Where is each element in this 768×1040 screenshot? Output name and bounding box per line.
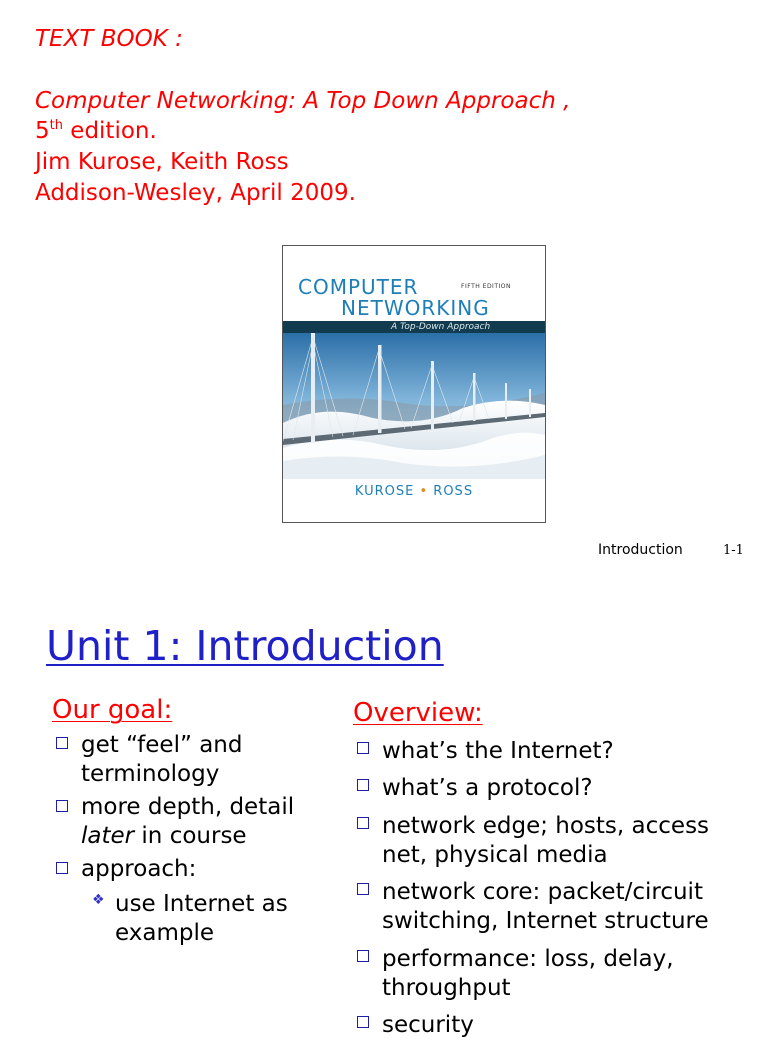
goal-item-approach: approach: [81, 856, 197, 882]
square-bullet-icon [56, 800, 68, 812]
textbook-heading: TEXT BOOK : [35, 26, 183, 52]
book-cover-image [282, 245, 546, 523]
goal-subitem-internet: use Internet as example [115, 891, 288, 946]
overview-item-edge: network edge; hosts, access net, physical media [382, 813, 710, 868]
cover-subtitle: A Top-Down Approach [391, 322, 491, 332]
goal-item-depth: more depth, detail later in course [81, 794, 295, 849]
footer-page-number: 1-1 [723, 543, 744, 558]
square-bullet-icon [56, 862, 68, 874]
cover-title-line2: NETWORKING [341, 296, 490, 320]
overview-item-internet: what’s the Internet? [382, 738, 614, 764]
square-bullet-icon [357, 883, 369, 895]
unit-title: Unit 1: Introduction [46, 622, 444, 670]
overview-item-core: network core: packet/circuit switching, Internet structure [382, 879, 709, 934]
footer-section-label: Introduction [598, 542, 683, 558]
square-bullet-icon [357, 779, 369, 791]
cover-subtitle-band [283, 321, 545, 333]
goal-heading: Our goal: [52, 695, 173, 725]
square-bullet-icon [357, 817, 369, 829]
overview-item-security: security [382, 1012, 474, 1038]
overview-item-performance: performance: loss, delay, throughput [382, 946, 674, 1001]
square-bullet-icon [357, 950, 369, 962]
square-bullet-icon [357, 1016, 369, 1028]
cover-authors: KUROSE • ROSS [354, 484, 474, 499]
book-publisher: Addison-Wesley, April 2009. [35, 180, 356, 206]
book-authors: Jim Kurose, Keith Ross [35, 149, 289, 175]
square-bullet-icon [357, 742, 369, 754]
book-edition: 5th edition. [35, 118, 157, 144]
bridge-photo [283, 333, 545, 479]
diamond-bullet-icon: ❖ [92, 892, 105, 908]
square-bullet-icon [56, 737, 68, 749]
cover-edition-label: FIFTH EDITION [461, 283, 511, 290]
overview-heading: Overview: [353, 698, 483, 728]
book-title: Computer Networking: A Top Down Approach , [35, 88, 571, 114]
overview-item-protocol: what’s a protocol? [382, 775, 593, 801]
cover-title-line1: COMPUTER [298, 275, 419, 299]
goal-item-feel: get “feel” and terminology [81, 732, 243, 787]
